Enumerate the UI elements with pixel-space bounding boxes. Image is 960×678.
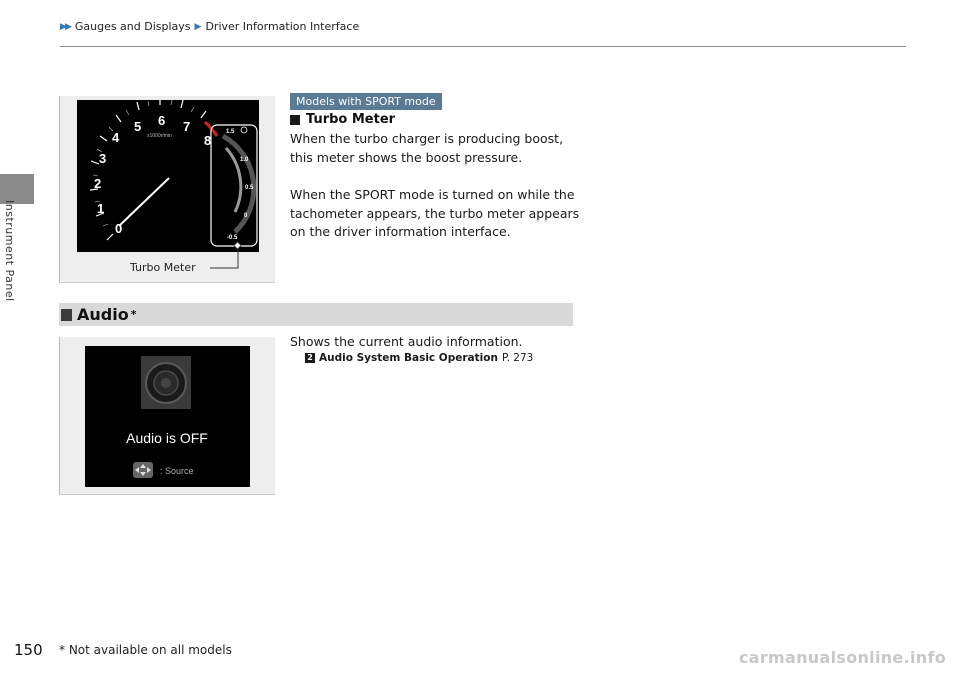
tach-label-4: 4	[112, 130, 120, 145]
header-rule	[60, 46, 906, 47]
square-bullet-icon	[61, 309, 72, 321]
boost-label-1-0: 1.0	[240, 157, 249, 163]
turbo-paragraph-2: When the SPORT mode is turned on while the tachometer appears, the turbo meter appears on the driver information interface.	[290, 187, 580, 239]
gauge-display	[77, 100, 259, 252]
tach-label-0: 0	[115, 221, 123, 236]
model-badge: Models with SPORT mode	[290, 93, 442, 110]
double-arrow-icon: ▶▶	[60, 21, 70, 32]
tach-label-1: 1	[97, 201, 105, 216]
reference-icon: 2	[305, 353, 315, 363]
audio-figure	[59, 337, 275, 495]
breadcrumb	[60, 20, 359, 33]
tach-label-7: 7	[183, 119, 191, 134]
footnote-star: *	[130, 308, 137, 321]
boost-label-0-5: 0.5	[245, 185, 254, 191]
tach-label-3: 3	[99, 151, 107, 166]
tach-label-6: 6	[158, 113, 166, 128]
audio-status-text: Audio is OFF	[126, 430, 208, 446]
square-bullet-icon	[290, 115, 300, 125]
tach-label-8: 8	[204, 133, 212, 148]
tach-label-2: 2	[94, 176, 102, 191]
xref-page: P. 273	[501, 352, 534, 364]
cross-reference-link[interactable]	[305, 352, 533, 364]
source-hint-text: : Source	[160, 466, 194, 476]
turbo-meter-figure	[59, 96, 275, 283]
turbo-icon	[241, 127, 247, 133]
audio-display-illustration	[85, 346, 250, 487]
tach-unit: x1000r/min	[147, 133, 172, 139]
arrow-icon: ▶	[194, 21, 202, 32]
audio-heading-text: Audio	[77, 305, 129, 324]
audio-description: Shows the current audio information.	[290, 334, 523, 349]
turbo-meter-callout-label: Turbo Meter	[130, 261, 196, 274]
tach-label-5: 5	[134, 119, 142, 134]
watermark: carmanualsonline.info	[738, 648, 946, 667]
breadcrumb-item-dii[interactable]: Driver Information Interface	[205, 20, 360, 33]
footnote: * Not available on all models	[59, 643, 232, 657]
xref-title: Audio System Basic Operation	[319, 352, 498, 364]
boost-label-1-5: 1.5	[226, 129, 235, 135]
turbo-paragraph-1: When the turbo charger is producing boost, this meter shows the boost pressure.	[290, 131, 564, 165]
boost-label-neg-0-5: -0.5	[227, 235, 238, 241]
turbo-meter-heading	[290, 112, 395, 127]
page-number: 150	[14, 641, 43, 659]
sidebar-section-label: Instrument Panel	[3, 200, 16, 302]
boost-label-0: 0	[244, 213, 248, 219]
tachometer-illustration	[77, 100, 259, 252]
dpad-icon	[133, 462, 153, 478]
turbo-meter-heading-text: Turbo Meter	[306, 112, 396, 127]
audio-display	[85, 346, 250, 487]
breadcrumb-item-gauges[interactable]: Gauges and Displays	[74, 20, 191, 33]
audio-section-heading	[59, 303, 573, 326]
